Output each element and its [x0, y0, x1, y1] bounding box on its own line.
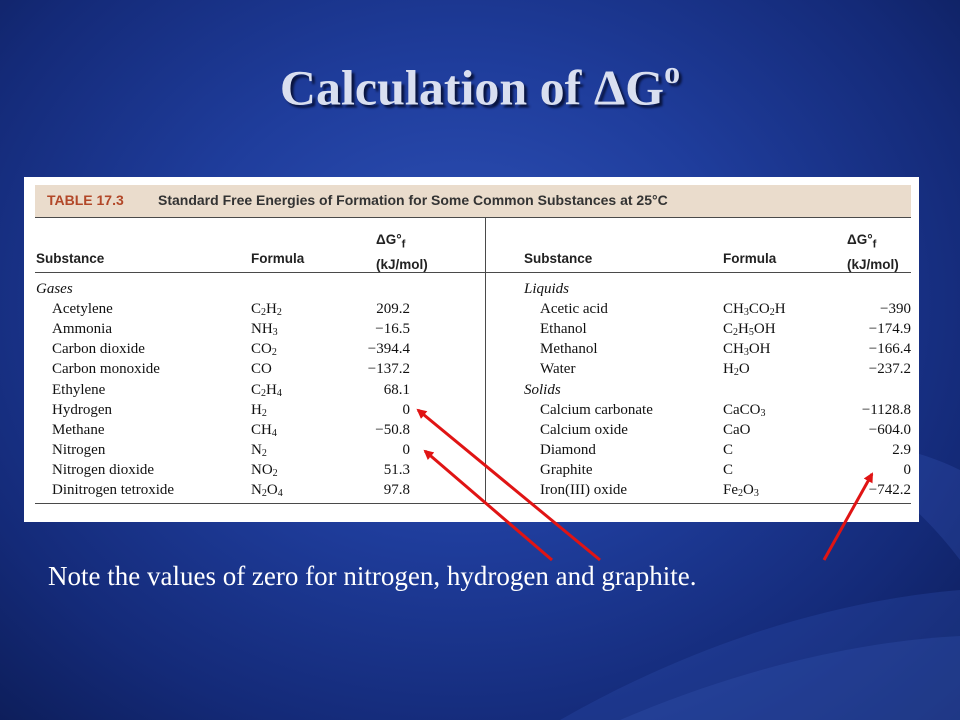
dg-unit: (kJ/mol)	[847, 256, 899, 272]
formula-cell: $H_2O$	[723, 361, 750, 379]
dg-subscript: f	[401, 238, 406, 251]
substance-name: Graphite	[540, 461, 593, 478]
substance-name: Ethanol	[540, 321, 587, 338]
dg-value: −16.5	[375, 321, 410, 338]
substance-name: Iron(III) oxide	[540, 482, 628, 498]
formula-cell: $CH_3OH$	[723, 341, 771, 359]
category-liquids: Liquids	[524, 281, 570, 297]
formula-cell: $CH_4$	[251, 421, 277, 439]
formula-cell: $C_2H_4$	[251, 381, 282, 399]
dg-unit: (kJ/mol)	[376, 256, 428, 272]
dg-value: −166.4	[868, 341, 911, 358]
substance-name: Water	[540, 361, 576, 378]
dg-value: −174.9	[868, 321, 911, 338]
formula-cell: $H_2$	[251, 401, 267, 419]
formula-cell: $N_2$	[251, 441, 267, 459]
category-gases: Gases	[36, 281, 73, 297]
formula-cell: CO	[251, 361, 272, 378]
formula-cell: $CO_2$	[251, 341, 277, 359]
substance-name: Calcium carbonate	[540, 401, 653, 418]
substance-name: Dinitrogen tetroxide	[52, 482, 175, 498]
dg-value: 0	[903, 461, 911, 478]
dg-value: 0	[402, 401, 410, 418]
col-header-formula-left: Formula	[251, 251, 305, 266]
slide-note: Note the values of zero for nitrogen, hydrogen and graphite.	[48, 561, 697, 591]
formula-cell: $N_2O_4$	[251, 482, 283, 499]
formula-cell: $C_2H_2$	[251, 301, 282, 319]
substance-name: Ammonia	[52, 321, 112, 338]
dg-value: 2.9	[892, 441, 911, 458]
arrow-to-hydrogen	[418, 410, 600, 560]
dg-value: 97.8	[383, 482, 410, 498]
dg-value: −237.2	[868, 361, 911, 378]
substance-name: Acetylene	[52, 301, 113, 318]
dg-value: −137.2	[367, 361, 410, 378]
substance-name: Ethylene	[52, 381, 106, 398]
formula-cell: $CH_3CO_2H$	[723, 301, 786, 319]
formula-cell: CaO	[723, 421, 751, 438]
dg-symbol: ΔG°	[847, 232, 873, 247]
substance-name: Methanol	[540, 341, 598, 358]
dg-value: −1128.8	[861, 401, 911, 418]
formula-cell: $NO_2$	[251, 461, 278, 479]
table-caption: Standard Free Energies of Formation for Some Common Substances at 25°C	[158, 192, 668, 208]
substance-name: Methane	[52, 421, 105, 438]
substance-name: Nitrogen dioxide	[52, 461, 155, 478]
formula-cell: $Fe_2O_3$	[723, 482, 759, 499]
slide-title-superscript: o	[664, 54, 681, 90]
formula-cell: CaCO$_3$	[723, 401, 766, 419]
substance-name: Diamond	[540, 441, 596, 458]
formula-cell: $C_2H_5OH$	[723, 321, 776, 339]
col-header-formula-right: Formula	[723, 251, 777, 266]
dg-value: −394.4	[367, 341, 410, 358]
substance-name: Calcium oxide	[540, 421, 628, 438]
substance-name: Hydrogen	[52, 401, 112, 418]
slide-title-text: Calculation of ΔG	[279, 59, 665, 116]
col-header-substance-left: Substance	[36, 251, 105, 266]
dg-subscript: f	[872, 238, 877, 251]
substance-name: Nitrogen	[52, 441, 106, 458]
dg-symbol: ΔG°	[376, 232, 402, 247]
dg-value: −604.0	[868, 421, 911, 438]
category-solids: Solids	[524, 381, 561, 398]
dg-value: −50.8	[375, 421, 410, 438]
dg-value: 209.2	[376, 301, 410, 318]
arrow-to-graphite	[824, 474, 872, 560]
formula-cell: C	[723, 441, 734, 458]
table-label: TABLE 17.3	[47, 192, 124, 208]
dg-value: −390	[880, 301, 911, 318]
dg-value: 0	[402, 441, 410, 458]
substance-name: Carbon dioxide	[52, 341, 145, 358]
dg-value: 68.1	[383, 381, 410, 398]
formula-cell: $NH_3$	[251, 321, 278, 339]
dg-value: −742.2	[868, 482, 911, 498]
substance-name: Carbon monoxide	[52, 361, 160, 378]
substance-name: Acetic acid	[540, 301, 608, 318]
formula-cell: C	[723, 461, 734, 478]
col-header-substance-right: Substance	[524, 251, 593, 266]
dg-value: 51.3	[383, 461, 410, 478]
